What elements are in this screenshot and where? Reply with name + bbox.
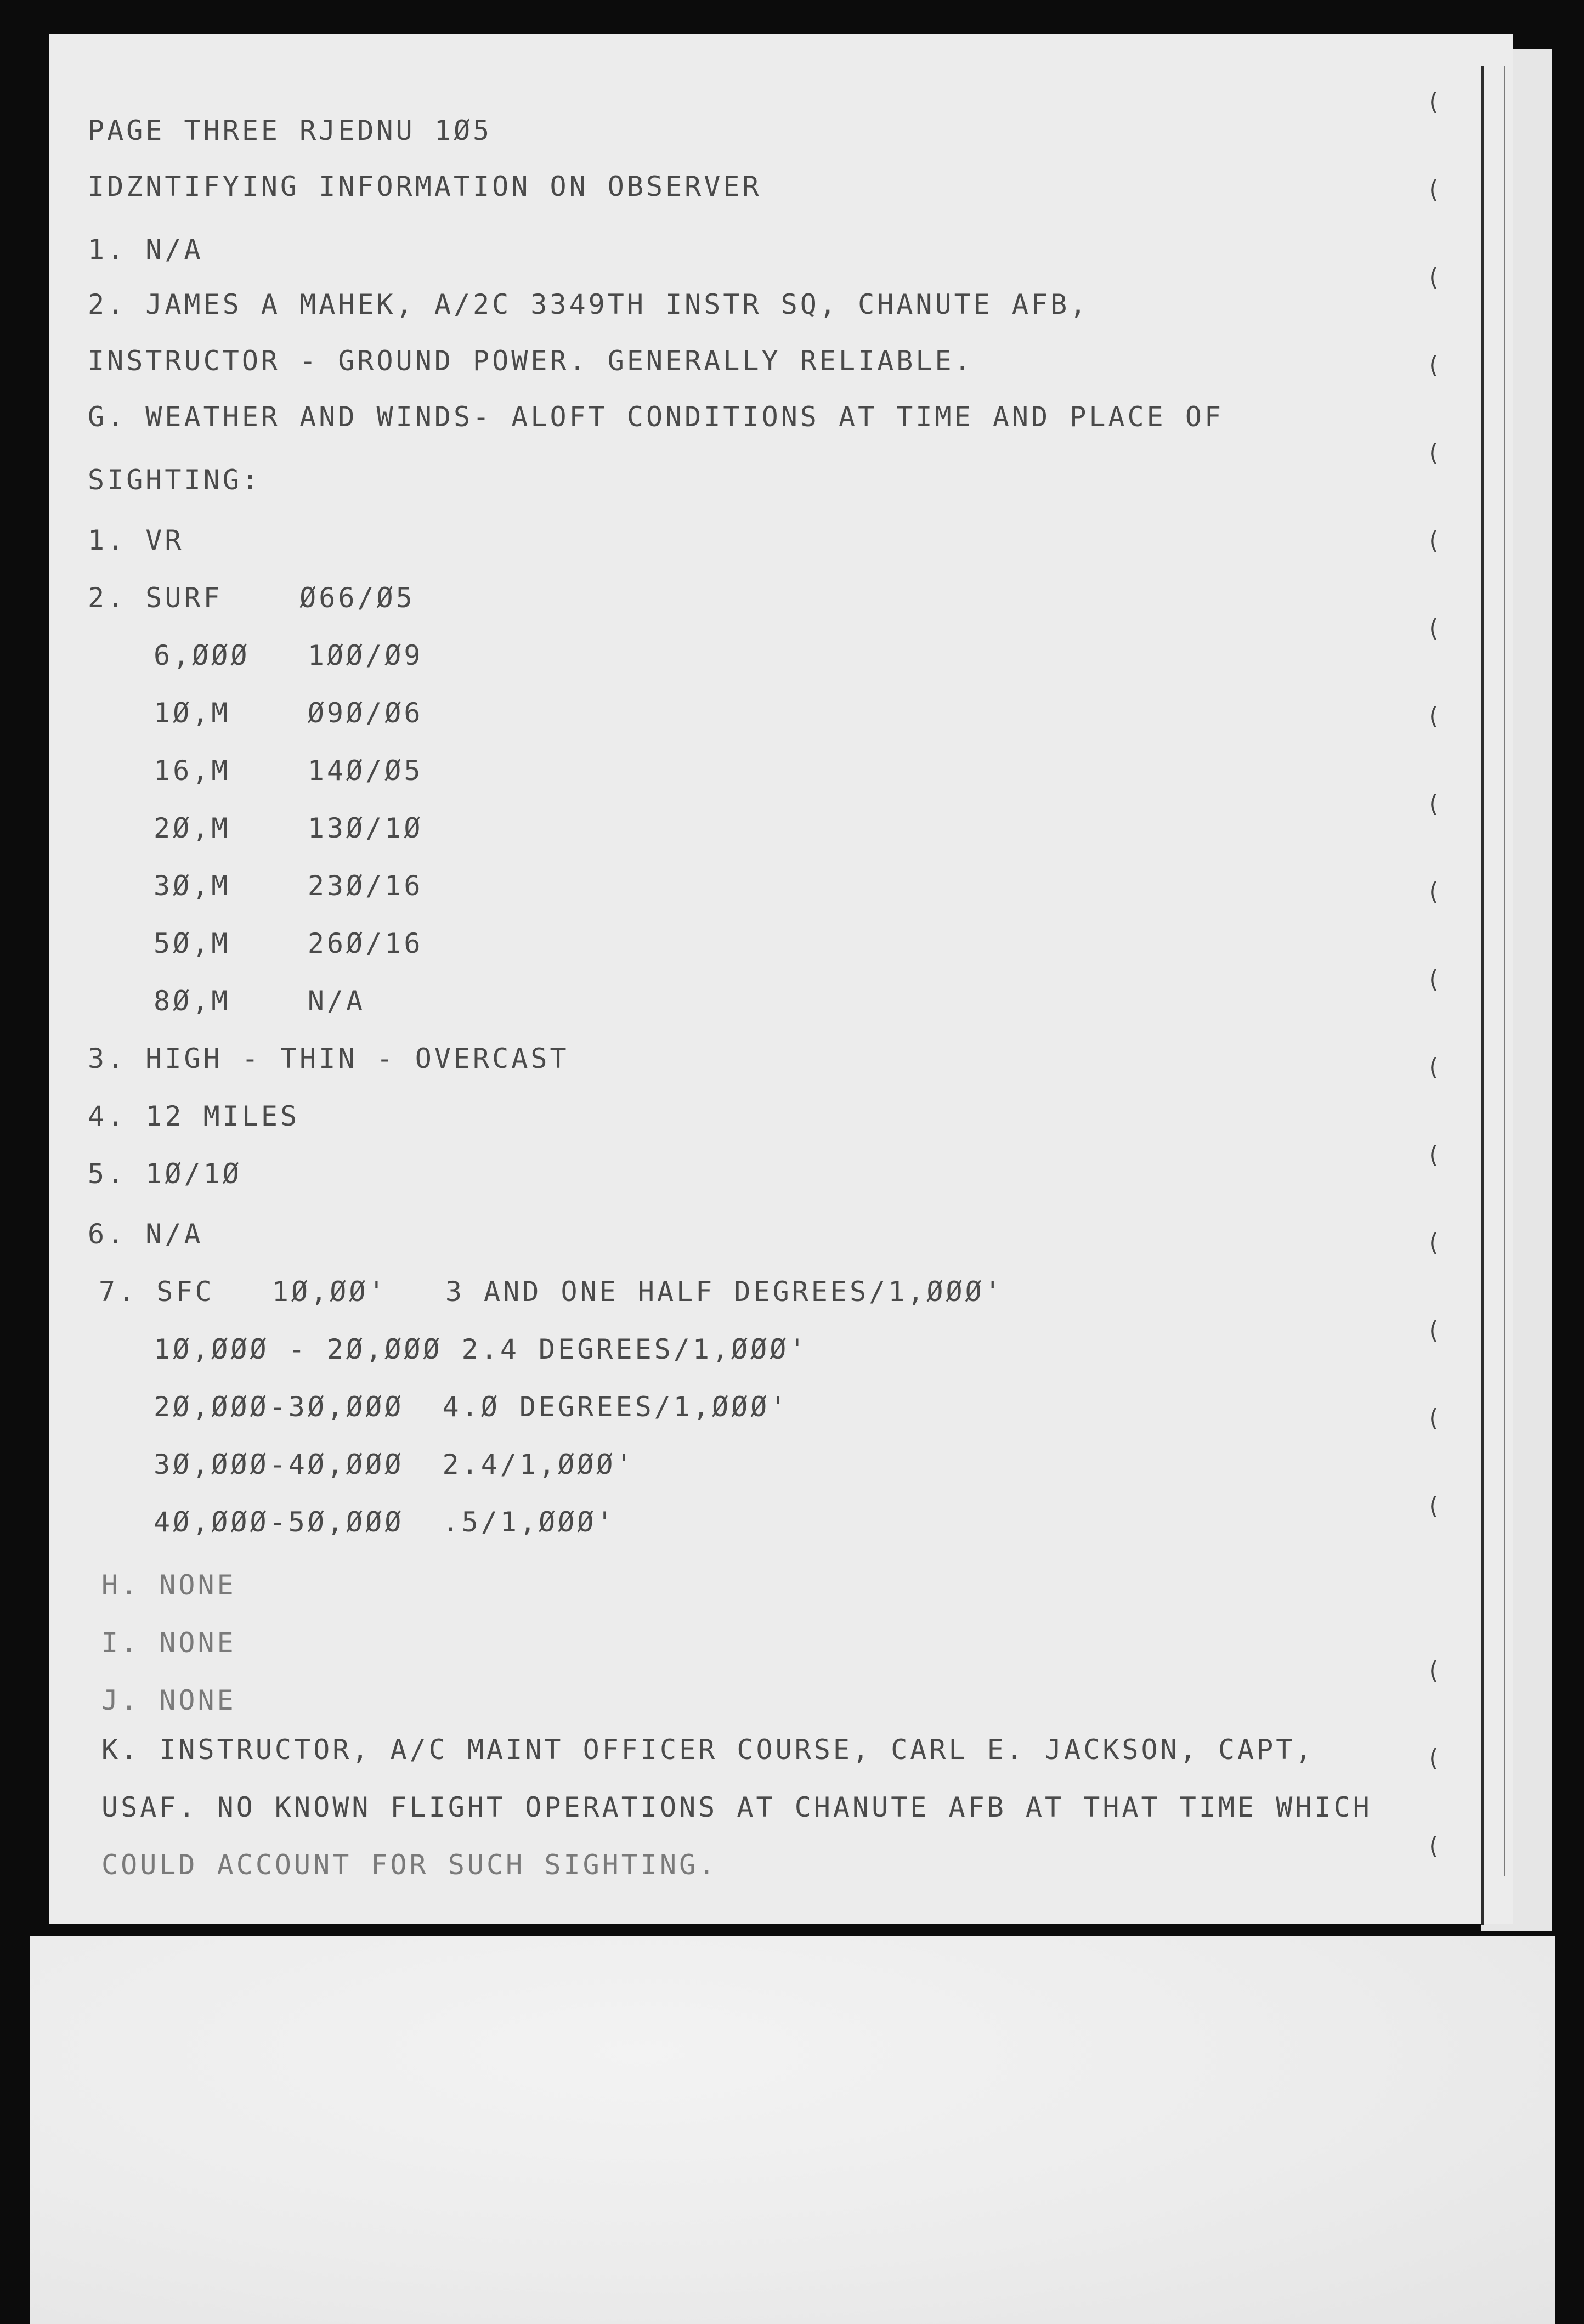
text-line: 2. SURF Ø66/Ø5 bbox=[88, 582, 415, 614]
text-line: I. NONE bbox=[101, 1627, 236, 1659]
margin-mark: ( bbox=[1426, 1141, 1441, 1169]
lapse-row: 1Ø,ØØØ - 2Ø,ØØØ 2.4 DEGREES/1,ØØØ' bbox=[154, 1333, 808, 1365]
wind-row: 6,ØØØ 1ØØ/Ø9 bbox=[154, 640, 423, 671]
margin-mark: ( bbox=[1426, 351, 1441, 379]
margin-mark: ( bbox=[1426, 702, 1441, 730]
text-line: USAF. NO KNOWN FLIGHT OPERATIONS AT CHANUTE AFB AT THAT TIME WHICH bbox=[101, 1791, 1372, 1823]
text-line: 6. N/A bbox=[88, 1218, 203, 1250]
wind-row: 16,M 14Ø/Ø5 bbox=[154, 755, 423, 787]
margin-mark: ( bbox=[1426, 614, 1441, 642]
margin-mark: ( bbox=[1426, 1492, 1441, 1520]
margin-mark: ( bbox=[1426, 176, 1441, 203]
text-line: 7. SFC 1Ø,ØØ' 3 AND ONE HALF DEGREES/1,ØØØ' bbox=[99, 1276, 1004, 1308]
margin-mark: ( bbox=[1426, 1316, 1441, 1344]
page-header: PAGE THREE RJEDNU 1Ø5 bbox=[88, 115, 493, 146]
margin-mark: ( bbox=[1426, 263, 1441, 291]
margin-mark: ( bbox=[1426, 527, 1441, 555]
margin-mark: ( bbox=[1426, 1404, 1441, 1432]
margin-mark: ( bbox=[1426, 88, 1441, 116]
wind-row: 3Ø,M 23Ø/16 bbox=[154, 870, 423, 902]
margin-mark: ( bbox=[1426, 1053, 1441, 1081]
margin-mark: ( bbox=[1426, 439, 1441, 467]
margin-mark: ( bbox=[1426, 1744, 1441, 1772]
margin-mark: ( bbox=[1426, 1832, 1441, 1860]
wind-row: 2Ø,M 13Ø/1Ø bbox=[154, 812, 423, 844]
text-line: 2. JAMES A MAHEK, A/2C 3349TH INSTR SQ, CHANUTE AFB, bbox=[88, 289, 1089, 320]
film-bottom-area bbox=[30, 1936, 1555, 2324]
margin-line-secondary bbox=[1504, 66, 1505, 1876]
text-line: 1. VR bbox=[88, 524, 184, 556]
margin-mark: ( bbox=[1426, 1229, 1441, 1257]
wind-row: 5Ø,M 26Ø/16 bbox=[154, 928, 423, 959]
margin-mark: ( bbox=[1426, 878, 1441, 906]
text-line: K. INSTRUCTOR, A/C MAINT OFFICER COURSE, CARL E. JACKSON, CAPT, bbox=[101, 1734, 1315, 1766]
margin-mark: ( bbox=[1426, 790, 1441, 818]
wind-row: 8Ø,M N/A bbox=[154, 985, 366, 1017]
text-line: 1. N/A bbox=[88, 234, 203, 265]
text-line: G. WEATHER AND WINDS- ALOFT CONDITIONS AT TIME AND PLACE OF bbox=[88, 401, 1224, 433]
lapse-row: 4Ø,ØØØ-5Ø,ØØØ .5/1,ØØØ' bbox=[154, 1506, 616, 1538]
text-line: 3. HIGH - THIN - OVERCAST bbox=[88, 1043, 569, 1075]
text-line: COULD ACCOUNT FOR SUCH SIGHTING. bbox=[101, 1849, 718, 1881]
margin-mark: ( bbox=[1426, 965, 1441, 993]
lapse-row: 3Ø,ØØØ-4Ø,ØØØ 2.4/1,ØØØ' bbox=[154, 1449, 635, 1480]
text-line: 5. 1Ø/1Ø bbox=[88, 1158, 242, 1190]
text-line: INSTRUCTOR - GROUND POWER. GENERALLY RELIABLE. bbox=[88, 345, 974, 377]
text-line: SIGHTING: bbox=[88, 464, 261, 496]
margin-mark: ( bbox=[1426, 1656, 1441, 1684]
margin-line bbox=[1481, 66, 1484, 1925]
text-line: J. NONE bbox=[101, 1684, 236, 1716]
lapse-row: 2Ø,ØØØ-3Ø,ØØØ 4.Ø DEGREES/1,ØØØ' bbox=[154, 1391, 789, 1423]
text-line: 4. 12 MILES bbox=[88, 1100, 300, 1132]
section-title: IDZNTIFYING INFORMATION ON OBSERVER bbox=[88, 171, 762, 202]
wind-row: 1Ø,M Ø9Ø/Ø6 bbox=[154, 697, 423, 729]
text-line: H. NONE bbox=[101, 1569, 236, 1601]
